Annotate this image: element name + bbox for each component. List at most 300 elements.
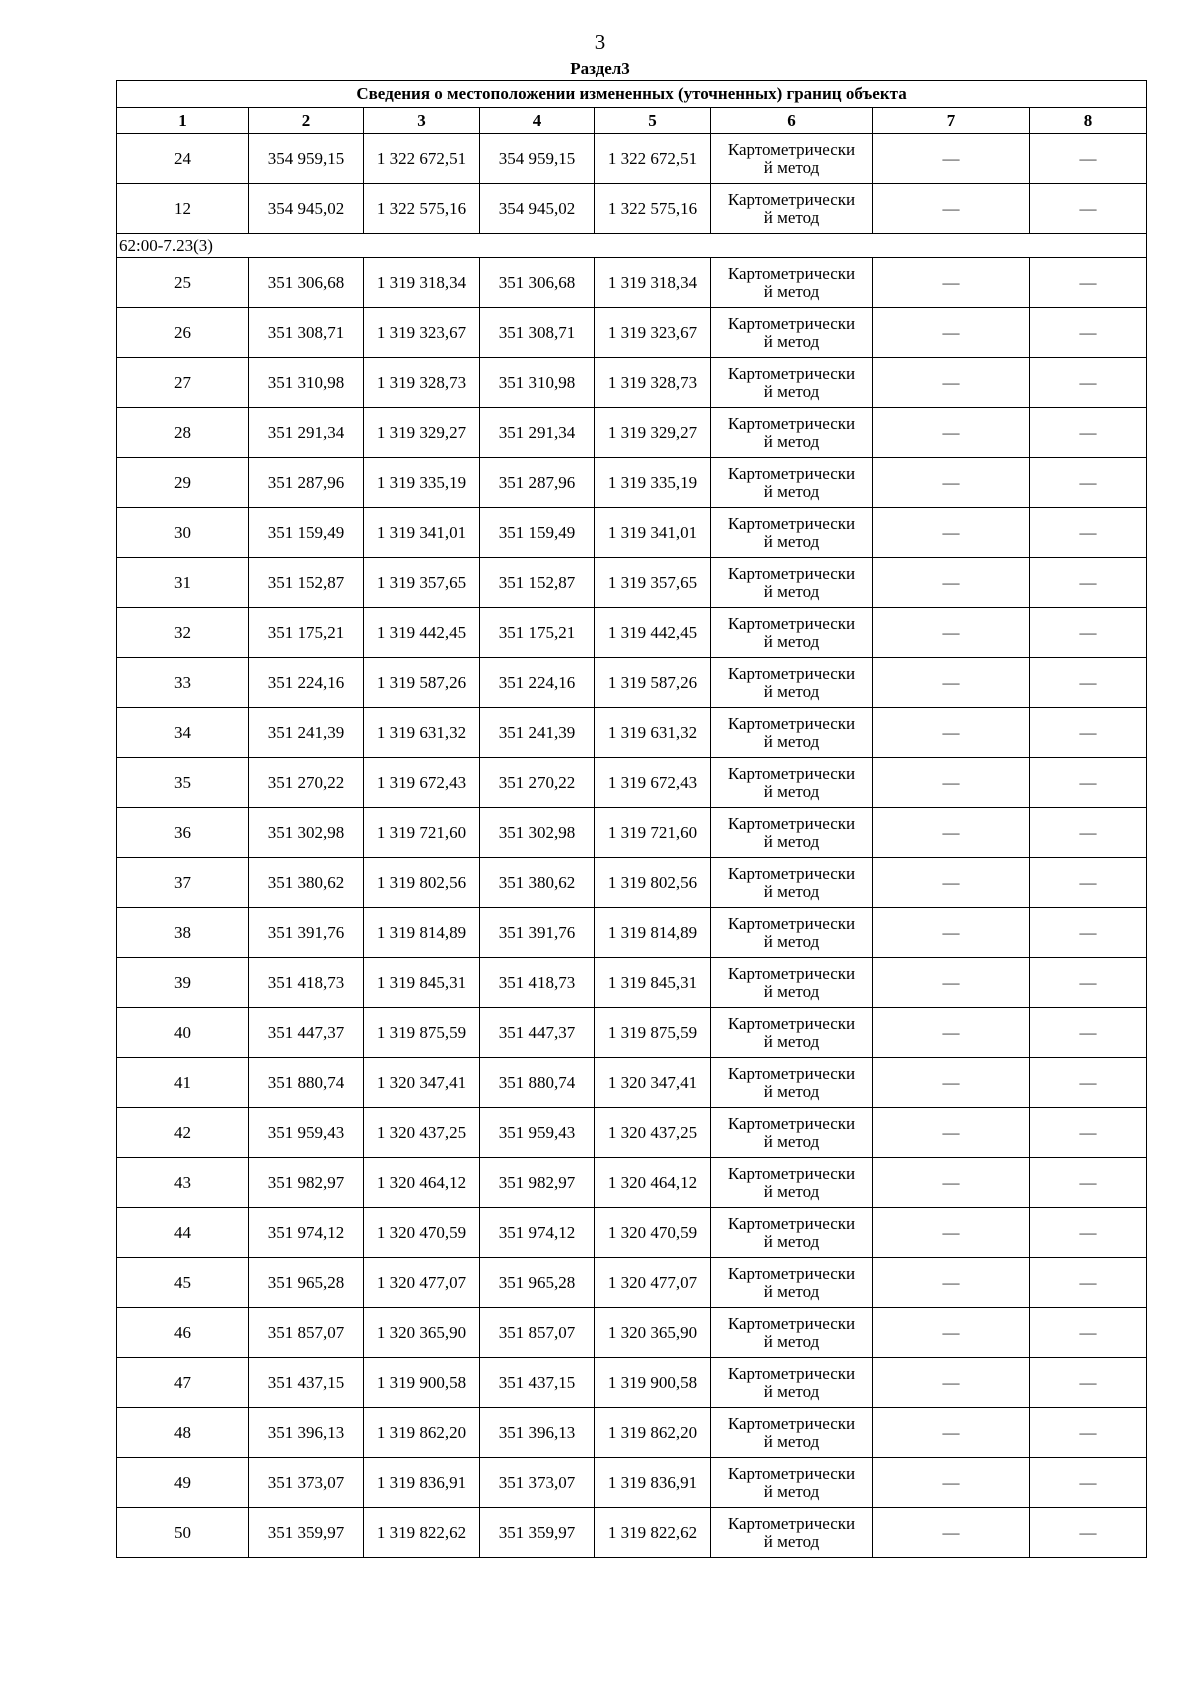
accuracy-dash-cell: — — [873, 658, 1030, 708]
new-x-cell: 351 857,07 — [480, 1308, 595, 1358]
new-x-cell: 351 959,43 — [480, 1108, 595, 1158]
description-dash-cell: — — [1030, 908, 1147, 958]
point-number-cell: 50 — [117, 1508, 249, 1558]
new-x-cell: 351 373,07 — [480, 1458, 595, 1508]
new-y-cell: 1 322 672,51 — [595, 134, 711, 184]
existing-y-cell: 1 319 587,26 — [364, 658, 480, 708]
description-dash-cell: — — [1030, 608, 1147, 658]
point-number-cell: 49 — [117, 1458, 249, 1508]
new-y-cell: 1 319 328,73 — [595, 358, 711, 408]
table-row — [117, 134, 1147, 184]
method-line-1: Картометрически — [727, 1363, 856, 1383]
existing-y-cell: 1 320 470,59 — [364, 1208, 480, 1258]
column-number-6: 6 — [711, 108, 873, 134]
existing-x-cell: 354 959,15 — [249, 134, 364, 184]
point-number-cell: 30 — [117, 508, 249, 558]
new-y-cell: 1 319 814,89 — [595, 908, 711, 958]
existing-x-cell: 351 959,43 — [249, 1108, 364, 1158]
method-line-2: й метод — [763, 1181, 820, 1201]
new-y-cell: 1 319 836,91 — [595, 1458, 711, 1508]
point-number-cell: 44 — [117, 1208, 249, 1258]
accuracy-dash-cell: — — [873, 458, 1030, 508]
table-row — [117, 658, 1147, 708]
table-row — [117, 1058, 1147, 1108]
new-y-cell: 1 320 470,59 — [595, 1208, 711, 1258]
accuracy-dash-cell: — — [873, 858, 1030, 908]
method-line-1: Картометрически — [727, 1213, 856, 1233]
new-y-cell: 1 319 721,60 — [595, 808, 711, 858]
method-line-2: й метод — [763, 981, 820, 1001]
new-x-cell: 351 359,97 — [480, 1508, 595, 1558]
table-row — [117, 908, 1147, 958]
new-x-cell: 354 945,02 — [480, 184, 595, 234]
description-dash-cell: — — [1030, 1508, 1147, 1558]
method-cell — [711, 1008, 873, 1058]
existing-y-cell: 1 320 477,07 — [364, 1258, 480, 1308]
existing-y-cell: 1 319 845,31 — [364, 958, 480, 1008]
method-line-2: й метод — [763, 1331, 820, 1351]
new-x-cell: 354 959,15 — [480, 134, 595, 184]
point-number-cell: 48 — [117, 1408, 249, 1458]
method-line-1: Картометрически — [727, 1163, 856, 1183]
new-x-cell: 351 310,98 — [480, 358, 595, 408]
new-y-cell: 1 319 318,34 — [595, 258, 711, 308]
accuracy-dash-cell: — — [873, 1508, 1030, 1558]
method-line-1: Картометрически — [727, 1063, 856, 1083]
point-number-cell: 26 — [117, 308, 249, 358]
new-x-cell: 351 391,76 — [480, 908, 595, 958]
method-line-2: й метод — [763, 681, 820, 701]
new-y-cell: 1 319 900,58 — [595, 1358, 711, 1408]
method-line-1: Картометрически — [727, 963, 856, 983]
method-cell — [711, 758, 873, 808]
point-number-cell: 24 — [117, 134, 249, 184]
point-number-cell: 41 — [117, 1058, 249, 1108]
point-number-cell: 27 — [117, 358, 249, 408]
method-line-2: й метод — [763, 431, 820, 451]
new-x-cell: 351 308,71 — [480, 308, 595, 358]
method-line-1: Картометрически — [727, 1413, 856, 1433]
accuracy-dash-cell: — — [873, 1308, 1030, 1358]
description-dash-cell: — — [1030, 558, 1147, 608]
method-line-1: Картометрически — [727, 813, 856, 833]
method-cell — [711, 134, 873, 184]
method-cell — [711, 1358, 873, 1408]
point-number-cell: 40 — [117, 1008, 249, 1058]
method-line-2: й метод — [763, 157, 820, 177]
point-number-cell: 12 — [117, 184, 249, 234]
description-dash-cell: — — [1030, 658, 1147, 708]
method-line-1: Картометрически — [727, 613, 856, 633]
method-cell — [711, 1208, 873, 1258]
method-line-2: й метод — [763, 381, 820, 401]
accuracy-dash-cell: — — [873, 358, 1030, 408]
method-cell — [711, 258, 873, 308]
new-x-cell: 351 880,74 — [480, 1058, 595, 1108]
method-line-1: Картометрически — [727, 563, 856, 583]
new-y-cell: 1 320 464,12 — [595, 1158, 711, 1208]
point-number-cell: 42 — [117, 1108, 249, 1158]
method-line-1: Картометрически — [727, 463, 856, 483]
new-y-cell: 1 319 323,67 — [595, 308, 711, 358]
description-dash-cell: — — [1030, 258, 1147, 308]
new-x-cell: 351 224,16 — [480, 658, 595, 708]
existing-x-cell: 351 418,73 — [249, 958, 364, 1008]
accuracy-dash-cell: — — [873, 308, 1030, 358]
point-number-cell: 38 — [117, 908, 249, 958]
method-line-1: Картометрически — [727, 1313, 856, 1333]
column-number-1: 1 — [117, 108, 249, 134]
method-cell — [711, 558, 873, 608]
description-dash-cell: — — [1030, 1408, 1147, 1458]
new-x-cell: 351 437,15 — [480, 1358, 595, 1408]
existing-x-cell: 351 291,34 — [249, 408, 364, 458]
table-row — [117, 1358, 1147, 1408]
existing-x-cell: 351 152,87 — [249, 558, 364, 608]
existing-x-cell: 351 308,71 — [249, 308, 364, 358]
description-dash-cell: — — [1030, 1008, 1147, 1058]
new-x-cell: 351 159,49 — [480, 508, 595, 558]
existing-y-cell: 1 319 357,65 — [364, 558, 480, 608]
existing-y-cell: 1 319 672,43 — [364, 758, 480, 808]
method-cell — [711, 858, 873, 908]
table-row — [117, 1258, 1147, 1308]
new-y-cell: 1 319 335,19 — [595, 458, 711, 508]
table-row — [117, 1408, 1147, 1458]
existing-y-cell: 1 319 814,89 — [364, 908, 480, 958]
existing-x-cell: 351 380,62 — [249, 858, 364, 908]
method-cell — [711, 1408, 873, 1458]
method-line-2: й метод — [763, 1031, 820, 1051]
table-row — [117, 958, 1147, 1008]
existing-y-cell: 1 320 365,90 — [364, 1308, 480, 1358]
table-row — [117, 458, 1147, 508]
existing-y-cell: 1 319 318,34 — [364, 258, 480, 308]
new-y-cell: 1 319 341,01 — [595, 508, 711, 558]
method-cell — [711, 958, 873, 1008]
description-dash-cell: — — [1030, 1158, 1147, 1208]
column-number-5: 5 — [595, 108, 711, 134]
existing-y-cell: 1 319 900,58 — [364, 1358, 480, 1408]
description-dash-cell: — — [1030, 358, 1147, 408]
point-number-cell: 47 — [117, 1358, 249, 1408]
new-y-cell: 1 319 631,32 — [595, 708, 711, 758]
description-dash-cell: — — [1030, 808, 1147, 858]
method-cell — [711, 1258, 873, 1308]
point-number-cell: 32 — [117, 608, 249, 658]
method-line-1: Картометрически — [727, 189, 856, 209]
point-number-cell: 28 — [117, 408, 249, 458]
new-y-cell: 1 319 862,20 — [595, 1408, 711, 1458]
new-y-cell: 1 319 875,59 — [595, 1008, 711, 1058]
description-dash-cell: — — [1030, 958, 1147, 1008]
table-row — [117, 1208, 1147, 1258]
existing-y-cell: 1 319 442,45 — [364, 608, 480, 658]
existing-y-cell: 1 319 335,19 — [364, 458, 480, 508]
existing-y-cell: 1 319 328,73 — [364, 358, 480, 408]
existing-x-cell: 351 437,15 — [249, 1358, 364, 1408]
method-line-2: й метод — [763, 1381, 820, 1401]
new-x-cell: 351 447,37 — [480, 1008, 595, 1058]
method-line-2: й метод — [763, 531, 820, 551]
method-line-2: й метод — [763, 881, 820, 901]
accuracy-dash-cell: — — [873, 184, 1030, 234]
accuracy-dash-cell: — — [873, 1008, 1030, 1058]
table-row — [117, 1508, 1147, 1558]
new-y-cell: 1 319 329,27 — [595, 408, 711, 458]
method-line-2: й метод — [763, 1481, 820, 1501]
method-cell — [711, 408, 873, 458]
accuracy-dash-cell: — — [873, 808, 1030, 858]
new-x-cell: 351 287,96 — [480, 458, 595, 508]
description-dash-cell: — — [1030, 184, 1147, 234]
table-caption: Сведения о местоположении измененных (уточненных) границ объекта — [117, 81, 1147, 108]
existing-y-cell: 1 319 802,56 — [364, 858, 480, 908]
new-x-cell: 351 306,68 — [480, 258, 595, 308]
description-dash-cell: — — [1030, 308, 1147, 358]
new-y-cell: 1 320 477,07 — [595, 1258, 711, 1308]
method-cell — [711, 1058, 873, 1108]
new-x-cell: 351 974,12 — [480, 1208, 595, 1258]
method-cell — [711, 808, 873, 858]
point-number-cell: 45 — [117, 1258, 249, 1308]
method-cell — [711, 608, 873, 658]
new-y-cell: 1 319 802,56 — [595, 858, 711, 908]
accuracy-dash-cell: — — [873, 134, 1030, 184]
description-dash-cell: — — [1030, 1458, 1147, 1508]
table-row — [117, 1308, 1147, 1358]
existing-y-cell: 1 320 347,41 — [364, 1058, 480, 1108]
description-dash-cell: — — [1030, 508, 1147, 558]
new-x-cell: 351 175,21 — [480, 608, 595, 658]
point-number-cell: 33 — [117, 658, 249, 708]
new-x-cell: 351 241,39 — [480, 708, 595, 758]
method-line-1: Картометрически — [727, 913, 856, 933]
method-cell — [711, 658, 873, 708]
point-number-cell: 46 — [117, 1308, 249, 1358]
method-line-1: Картометрически — [727, 713, 856, 733]
existing-y-cell: 1 322 672,51 — [364, 134, 480, 184]
method-line-2: й метод — [763, 1431, 820, 1451]
table-row — [117, 758, 1147, 808]
new-x-cell: 351 380,62 — [480, 858, 595, 908]
accuracy-dash-cell: — — [873, 958, 1030, 1008]
accuracy-dash-cell: — — [873, 508, 1030, 558]
method-cell — [711, 708, 873, 758]
method-line-1: Картометрически — [727, 863, 856, 883]
method-line-1: Картометрически — [727, 139, 856, 159]
existing-x-cell: 351 224,16 — [249, 658, 364, 708]
method-line-1: Картометрически — [727, 363, 856, 383]
existing-y-cell: 1 319 631,32 — [364, 708, 480, 758]
method-line-1: Картометрически — [727, 513, 856, 533]
new-x-cell: 351 982,97 — [480, 1158, 595, 1208]
method-line-2: й метод — [763, 1231, 820, 1251]
column-number-2: 2 — [249, 108, 364, 134]
accuracy-dash-cell: — — [873, 1108, 1030, 1158]
table-body — [117, 134, 1147, 1558]
new-x-cell: 351 396,13 — [480, 1408, 595, 1458]
method-line-1: Картометрически — [727, 413, 856, 433]
description-dash-cell: — — [1030, 134, 1147, 184]
method-cell — [711, 358, 873, 408]
existing-y-cell: 1 319 862,20 — [364, 1408, 480, 1458]
new-y-cell: 1 320 347,41 — [595, 1058, 711, 1108]
accuracy-dash-cell: — — [873, 1258, 1030, 1308]
table-row — [117, 1158, 1147, 1208]
point-number-cell: 25 — [117, 258, 249, 308]
description-dash-cell: — — [1030, 758, 1147, 808]
accuracy-dash-cell: — — [873, 708, 1030, 758]
existing-y-cell: 1 319 323,67 — [364, 308, 480, 358]
method-line-2: й метод — [763, 631, 820, 651]
column-number-3: 3 — [364, 108, 480, 134]
new-y-cell: 1 319 442,45 — [595, 608, 711, 658]
method-cell — [711, 1158, 873, 1208]
method-line-2: й метод — [763, 1281, 820, 1301]
accuracy-dash-cell: — — [873, 758, 1030, 808]
method-cell — [711, 908, 873, 958]
new-x-cell: 351 291,34 — [480, 408, 595, 458]
table-row — [117, 708, 1147, 758]
point-number-cell: 35 — [117, 758, 249, 808]
accuracy-dash-cell: — — [873, 1458, 1030, 1508]
method-line-2: й метод — [763, 581, 820, 601]
existing-x-cell: 351 175,21 — [249, 608, 364, 658]
existing-y-cell: 1 320 437,25 — [364, 1108, 480, 1158]
accuracy-dash-cell: — — [873, 1208, 1030, 1258]
new-y-cell: 1 319 587,26 — [595, 658, 711, 708]
table-row — [117, 308, 1147, 358]
point-number-cell: 37 — [117, 858, 249, 908]
description-dash-cell: — — [1030, 708, 1147, 758]
method-line-2: й метод — [763, 781, 820, 801]
new-y-cell: 1 319 845,31 — [595, 958, 711, 1008]
existing-x-cell: 351 287,96 — [249, 458, 364, 508]
table-row — [117, 508, 1147, 558]
new-y-cell: 1 320 365,90 — [595, 1308, 711, 1358]
method-cell — [711, 508, 873, 558]
method-line-1: Картометрически — [727, 1263, 856, 1283]
method-line-1: Картометрически — [727, 1113, 856, 1133]
new-x-cell: 351 965,28 — [480, 1258, 595, 1308]
point-number-cell: 39 — [117, 958, 249, 1008]
description-dash-cell: — — [1030, 1108, 1147, 1158]
existing-y-cell: 1 320 464,12 — [364, 1158, 480, 1208]
method-line-1: Картометрически — [727, 663, 856, 683]
new-y-cell: 1 319 672,43 — [595, 758, 711, 808]
existing-x-cell: 351 880,74 — [249, 1058, 364, 1108]
method-line-2: й метод — [763, 931, 820, 951]
column-number-row — [117, 108, 1147, 134]
method-cell — [711, 1108, 873, 1158]
new-y-cell: 1 319 822,62 — [595, 1508, 711, 1558]
existing-y-cell: 1 319 875,59 — [364, 1008, 480, 1058]
new-x-cell: 351 302,98 — [480, 808, 595, 858]
method-line-1: Картометрически — [727, 313, 856, 333]
new-y-cell: 1 320 437,25 — [595, 1108, 711, 1158]
table-row — [117, 558, 1147, 608]
method-line-1: Картометрически — [727, 1463, 856, 1483]
existing-y-cell: 1 319 822,62 — [364, 1508, 480, 1558]
existing-x-cell: 351 857,07 — [249, 1308, 364, 1358]
existing-x-cell: 351 965,28 — [249, 1258, 364, 1308]
method-line-2: й метод — [763, 831, 820, 851]
method-line-2: й метод — [763, 1531, 820, 1551]
column-number-4: 4 — [480, 108, 595, 134]
method-line-2: й метод — [763, 331, 820, 351]
point-number-cell: 36 — [117, 808, 249, 858]
method-cell — [711, 1308, 873, 1358]
existing-y-cell: 1 319 329,27 — [364, 408, 480, 458]
existing-x-cell: 351 373,07 — [249, 1458, 364, 1508]
new-y-cell: 1 322 575,16 — [595, 184, 711, 234]
accuracy-dash-cell: — — [873, 558, 1030, 608]
new-x-cell: 351 418,73 — [480, 958, 595, 1008]
method-line-1: Картометрически — [727, 263, 856, 283]
point-number-cell: 34 — [117, 708, 249, 758]
new-x-cell: 351 270,22 — [480, 758, 595, 808]
accuracy-dash-cell: — — [873, 1408, 1030, 1458]
accuracy-dash-cell: — — [873, 908, 1030, 958]
table-row — [117, 184, 1147, 234]
table-row — [117, 358, 1147, 408]
method-cell — [711, 1508, 873, 1558]
existing-x-cell: 351 306,68 — [249, 258, 364, 308]
method-line-2: й метод — [763, 1081, 820, 1101]
existing-y-cell: 1 319 836,91 — [364, 1458, 480, 1508]
description-dash-cell: — — [1030, 1358, 1147, 1408]
new-x-cell: 351 152,87 — [480, 558, 595, 608]
method-cell — [711, 184, 873, 234]
method-cell — [711, 458, 873, 508]
description-dash-cell: — — [1030, 858, 1147, 908]
description-dash-cell: — — [1030, 1308, 1147, 1358]
table-row — [117, 1108, 1147, 1158]
boundary-coordinates-table — [116, 80, 1147, 1558]
group-row — [117, 234, 1147, 258]
existing-x-cell: 351 974,12 — [249, 1208, 364, 1258]
existing-x-cell: 351 396,13 — [249, 1408, 364, 1458]
method-line-1: Картометрически — [727, 1513, 856, 1533]
section-title: Раздел3 — [570, 59, 630, 78]
accuracy-dash-cell: — — [873, 1358, 1030, 1408]
table-row — [117, 1458, 1147, 1508]
existing-x-cell: 351 302,98 — [249, 808, 364, 858]
accuracy-dash-cell: — — [873, 608, 1030, 658]
page-number: 3 — [594, 30, 606, 54]
description-dash-cell: — — [1030, 408, 1147, 458]
accuracy-dash-cell: — — [873, 408, 1030, 458]
method-line-2: й метод — [763, 731, 820, 751]
existing-x-cell: 351 982,97 — [249, 1158, 364, 1208]
method-cell — [711, 308, 873, 358]
method-line-1: Картометрически — [727, 763, 856, 783]
description-dash-cell: — — [1030, 1258, 1147, 1308]
existing-x-cell: 354 945,02 — [249, 184, 364, 234]
existing-x-cell: 351 359,97 — [249, 1508, 364, 1558]
table-row — [117, 608, 1147, 658]
existing-x-cell: 351 241,39 — [249, 708, 364, 758]
point-number-cell: 43 — [117, 1158, 249, 1208]
existing-x-cell: 351 159,49 — [249, 508, 364, 558]
table-row — [117, 408, 1147, 458]
point-number-cell: 29 — [117, 458, 249, 508]
method-line-2: й метод — [763, 281, 820, 301]
new-y-cell: 1 319 357,65 — [595, 558, 711, 608]
existing-x-cell: 351 391,76 — [249, 908, 364, 958]
table-row — [117, 258, 1147, 308]
